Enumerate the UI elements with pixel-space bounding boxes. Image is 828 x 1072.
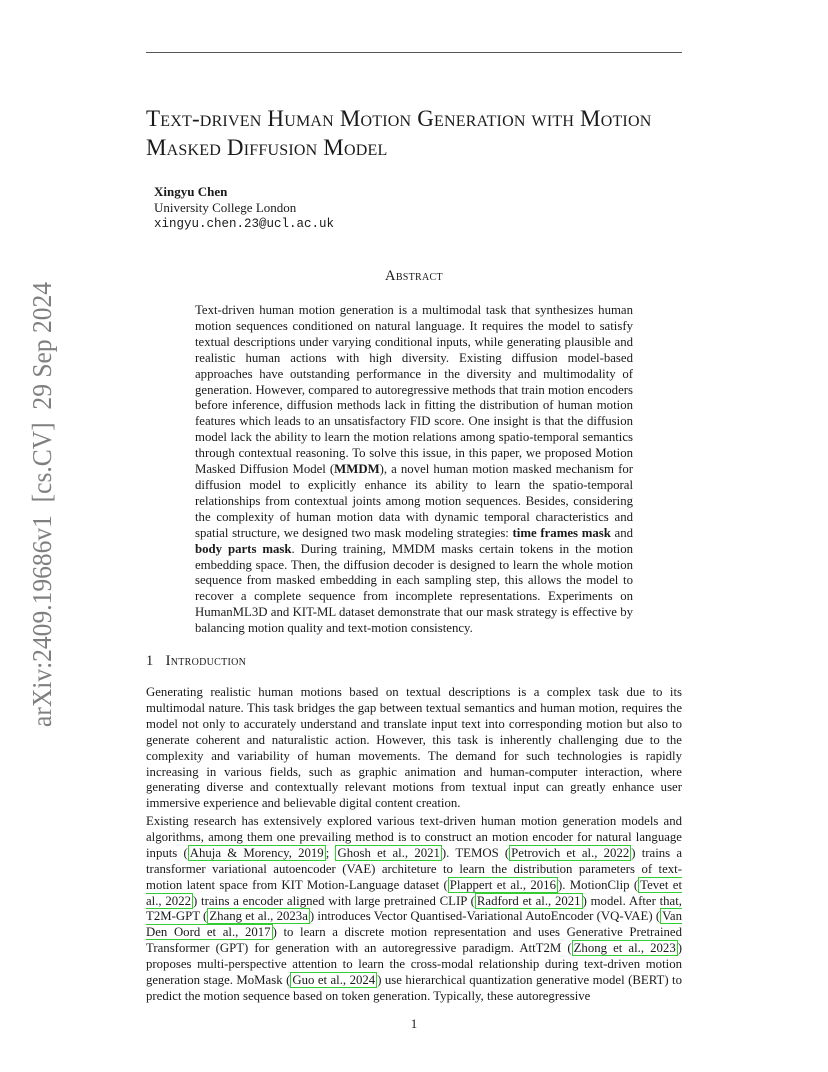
citation-link[interactable]: Van Den Oord et al., 2017 bbox=[146, 909, 682, 940]
section-number: 1 bbox=[146, 653, 154, 669]
intro-paragraph-1: Generating realistic human motions based on textual descriptions is a complex task due to its multimodal nature. This task bridges the gap between textual semantics and human motion, requires the model not only to accurately understand and translate input text into corresponding motion but also to generate coherent and naturalistic action. However, this task is inherently challenging due to the complexity and variability of human movements. The demand for such technologies is rapidly increasing in various fields, such as graphic animation and human-computer interaction, where generating diverse and contextually relevant motions from textual input can greatly enhance user immersive experience and believable digital content creation. bbox=[146, 685, 682, 811]
top-rule bbox=[146, 52, 682, 53]
citation-link[interactable]: Guo et al., 2024 bbox=[292, 973, 376, 988]
citation-link[interactable]: Ahuja & Morency, 2019 bbox=[189, 845, 324, 860]
citation-link[interactable]: Tevet et al., 2022 bbox=[146, 877, 683, 908]
citation-link[interactable]: Ghosh et al., 2021 bbox=[337, 845, 440, 860]
abstract-heading: Abstract bbox=[385, 268, 443, 284]
author-name: Xingyu Chen bbox=[154, 184, 228, 199]
arxiv-id: arXiv:2409.19686v1 [cs.CV] 29 Sep 2024 bbox=[26, 280, 57, 727]
citation-link[interactable]: Plappert et al., 2016 bbox=[449, 877, 556, 892]
author-block bbox=[154, 184, 334, 232]
citation-link[interactable]: Petrovich et al., 2022 bbox=[511, 845, 630, 860]
citation-link[interactable]: Zhang et al., 2023a bbox=[209, 909, 308, 924]
section-heading bbox=[146, 653, 246, 670]
citation-link[interactable]: Zhong et al., 2023 bbox=[573, 941, 676, 956]
citation-link[interactable]: Radford et al., 2021 bbox=[476, 893, 581, 908]
arxiv-stamp bbox=[4, 280, 64, 730]
intro-paragraph-2: Existing research has extensively explored various text-driven human motion generation models and algorithms, among them one prevailing method is to construct an motion encoder for natural language inputs ( Ahuja & Morency, 2019 ; Ghosh et al., 2021 ). TEMOS ( Petrovich et al., 2022 ) trains a transformer variational autoencoder (VAE) architeture to learn the distribution parameters of text-motion latent space from KIT Motion-Language dataset ( Plappert et al., 2016 ). MotionClip ( Tevet et al., 2022 ) trains a encoder aligned with large pretrained CLIP ( Radford et al., 2021 ) model. After that, T2M-GPT ( Zhang et al., 2023a ) introduces Vector Quantised-Variational AutoEncoder (VQ-VAE) ( Van Den Oord et al., 2017 ) to learn a discrete motion representation and uses Generative Pretrained Transformer (GPT) for generation with an autoregressive paradigm. AttT2M ( Zhong et al., 2023 ) proposes multi-perspective attention to learn the cross-modal relationship during text-driven motion generation stage. MoMask ( Guo et al., 2024 ) use hierarchical quantization generative model (BERT) to predict the motion sequence based on token generation. Typically, these autoregressive bbox=[146, 814, 683, 1003]
section-title: Introduction bbox=[165, 653, 247, 669]
author-email[interactable]: xingyu.chen.23@ucl.ac.uk bbox=[154, 217, 335, 231]
page-number: 1 bbox=[410, 1016, 418, 1031]
paper-title: Text-driven Human Motion Generation with Motion Masked Diffusion Model bbox=[146, 106, 652, 160]
author-affiliation: University College London bbox=[154, 200, 297, 215]
abstract-text: Text-driven human motion generation is a multimodal task that synthesizes human motion sequences conditioned on natural language. It requires the model to satisfy textual descriptions under varying conditional inputs, while generating plausible and realistic human actions with high diversity. Existing diffusion model-based approaches have outstanding performance in the diversity and multimodality of generation. However, compared to autoregressive methods that train motion encoders before inference, diffusion methods lack in fitting the distribution of human motion features which leads to an unsatisfactory FID score. One insight is that the diffusion model lack the ability to learn the motion relations among spatio-temporal semantics through contextual reasoning. To solve this issue, in this paper, we proposed Motion Masked Diffusion Model (MMDM), a novel human motion masked mechanism for diffusion model to explicitly enhance its ability to learn the spatio-temporal relationships from contextual joints among motion sequences. Besides, considering the complexity of human motion data with dynamic temporal characteristics and spatial structure, we designed two mask modeling strategies: time frames mask and body parts mask. During training, MMDM masks certain tokens in the motion embedding space. Then, the diffusion decoder is designed to learn the whole motion sequence from masked embedding in each sampling step, this allows the model to recover a complete sequence from incomplete representations. Experiments on HumanML3D and KIT-ML dataset demonstrate that our mask strategy is effective by balancing motion quality and text-motion consistency. bbox=[195, 303, 634, 636]
